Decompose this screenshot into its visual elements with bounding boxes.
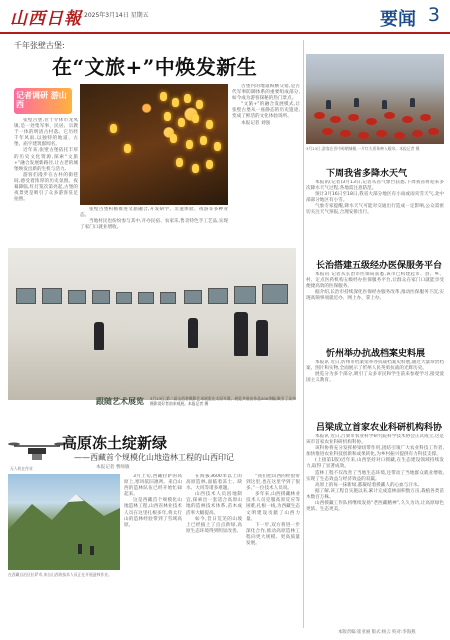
feature-para: 高原上的每一抹新绿,都凝结着援藏人的心血与汗水。 [315,482,423,488]
archive-para: 本报讯 近日,忻州市档案馆举办抗战档案史料展,通过大量珍贵档案、图片和实物,全面展示了忻州人民英勇抗战的光辉历史。 [306,360,444,372]
feature-para: 在海拔3600米以上的高原造林,面临着冻土、缺水、大风等诸多难题。 [186,474,242,492]
pepper-caption: 3月13日,游客在晋中晾晒辣椒,一片红火景象映入眼帘。本报记者 摄 [306,146,420,151]
feature-para: 山西援藏工作队将继续发扬“老西藏精神”,久久为功,让高原绿色更浓、生态更美。 [306,501,444,513]
lead-column-1 [14,118,78,246]
section-title: 要闻 [380,9,416,30]
archive-body [306,360,444,422]
medical-headline: 长治搭建五级经办医保服务平台 [316,261,443,271]
lead-para: 近年来,张壁古堡依托丰厚的历史文化资源,探索“文旅+”融合发展新路径,让古老的城堡焕发出新的生机与活力。 [14,148,78,172]
lantern-street-photo [80,84,228,205]
lead-para: “文旅+”的融合发展模式,让张壁古堡从一座静态的历史遗迹,变成了鲜活的文化体验场所。 [232,102,300,120]
lead-kicker: 千年张壁古堡: [14,41,65,50]
pepper-drying-photo [306,54,444,144]
lead-column-3 [232,84,300,246]
weather-headline: 下周我省多降水天气 [326,169,408,179]
newspaper-logo: 山西日報 [10,9,82,29]
feature-byline: 本报记者 曹师敏 [96,465,130,470]
feature-column-3 [246,474,300,626]
medical-para: 本报讯 记者从长治市医保局获悉,该市已构建起市、县、乡、村、定点医药机构五级经办医保服务平台,让群众在家门口就能享受便捷高效的医保服务。 [306,272,444,290]
lead-para: 张壁古堡,位于介休市龙凤镇,是一处集军事、民居、宗教于一体的明清古村落。它历经千年风雨,以独特的地道、古堡、庙宇建筑群闻名。 [14,118,78,148]
weather-para: 气象专家提醒,降水天气可能对交通出行造成一定影响,公众需密切关注天气预报,合理安排出行。 [306,204,444,216]
mountain-afforestation-photo [8,474,120,570]
agri-tech-body [306,434,444,626]
feature-para: 3月上旬,西藏拉萨的高原上,寒风依旧凛冽。来自山西的造林队伍已经开始忙碌起来。 [124,474,182,498]
lead-headline: 在“文旅+”中焕发新生 [52,55,258,79]
medical-para: 据介绍,长治市持续深化医保经办服务改革,推动医保服务下沉,实现高频事项就近办、网上办、掌上办。 [306,290,444,302]
page-number: 3 [427,4,440,26]
feature-column-1 [124,474,182,626]
weather-para: 本报讯(记者)3月13日,记者从省气象台获悉,下周我省将迎来多次降水天气过程,各地需注意防范。 [306,180,444,192]
feature-para: 多年来,山西援藏林业技术人员克服高原反应等困难,扎根一线,为西藏生态文明建设贡献了山西力量。 [246,492,300,522]
weather-body [306,180,444,242]
feature-column-2 [186,474,242,626]
agri-tech-para: 本报讯 近日,吕梁市农业科学研究院科学技术协会正式成立,这是该市首家农业科研机构科协。 [306,434,444,446]
lead-para: 古堡内的地道纵横交错,是古代军事防御体系的重要组成部分,如今成为游客探秘的热门景点。 [232,84,300,102]
issue-date: 2025年3月14日 星期五 [84,12,149,19]
drone-caption: 无人机在作业 [10,466,33,471]
column-rule [303,40,304,628]
column-badge: 记者调研 游山西 [14,88,72,114]
mountain-icon [8,474,120,570]
feature-para: (上接第1版)近年来,山西坚持对口援藏,在生态建设领域持续发力,取得了显著成效。 [306,458,444,470]
feature-para: 据了解,该工程自实施以来,累计完成造林面积数万亩,栽植各类苗木数百万株。 [306,488,444,500]
page-footer: 本版责编:崔亚丽 版式:杨云 校对:李海燕 [338,630,416,635]
feature-para: 如今,昔日荒芜的山坡上已经披上了点点新绿,高原生态环境得到明显改善。 [186,516,242,534]
lead-column-2 [80,207,228,247]
archive-para: 展览分为多个部分,吸引了众多市民和学生前来参观学习,接受爱国主义教育。 [306,372,444,384]
agri-tech-headline: 吕梁成立首家农业科研机构科协 [316,423,443,433]
feature-para: 山西技术人员因地制宜,探索出一套适合高原山地的造林技术体系,苗木成活率大幅提高。 [186,492,242,516]
feature-subtitle: ——西藏首个规模化山地造林工程的山西印记 [74,453,234,462]
lead-para: 张壁古堡积极推进文旅融合,开发研学、非遗体验、夜游等多种业态。 [80,207,228,219]
weather-para: 预计3月16日至18日,我省大部分地区有小雨或雨夹雪天气,北中部部分地区有小雪。 [306,192,444,204]
lead-byline: 本报记者 刘强 [241,120,271,126]
feature-para: “我们把山西的经验带到这里,也在这里学到了很多。”一位技术人员说。 [246,474,300,492]
masthead [0,0,450,34]
lead-para: 当地村民也纷纷参与其中,开办民宿、农家乐,售卖特色手工艺品,实现了家门口就业增收。 [80,219,228,231]
exhibition-caption: 3月13日,第二届山西省摄影艺术展览在太原开幕。展览共展出作品200余幅,吸引了众多摄影爱好者前来观展。本报记者 摄 [150,396,296,406]
feature-para: 下一步,双方将进一步深化合作,推动高原造林工程向更大规模、更高质量发展。 [246,522,300,547]
feature-headline: 高原冻土绽新绿 [62,434,168,452]
exhibition-title: 跟随艺术展览 [96,397,144,406]
medical-body [306,272,444,340]
mountain-caption: 在西藏自治区拉萨市,来自山西的技术人员正在开展造林作业。 [8,572,112,577]
lead-para: 游客们漫步在古朴的街巷间,感受着浓厚的历史氛围。夜幕降临,红灯笼次第亮起,古堡的夜景更是吸引了众多游客驻足拍照。 [14,172,78,203]
feature-para: 这是西藏首个规模化山地造林工程,山西省林业技术人员在这里扎根多年,将太行山的造林经验带到了雪域高原。 [124,498,182,528]
archive-headline: 忻州举办抗战档案史料展 [326,349,426,359]
agri-tech-para: 该科协将充分发挥桥梁纽带作用,团结引领广大农业科技工作者,加快推进农业科技创新和成果转化,为乡村振兴提供有力科技支撑。 [306,446,444,458]
exhibition-photo [8,248,296,400]
feature-para: 造林工程不仅改善了当地生态环境,还带动了当地群众就业增收,实现了生态效益与经济效益的双赢。 [306,470,444,482]
